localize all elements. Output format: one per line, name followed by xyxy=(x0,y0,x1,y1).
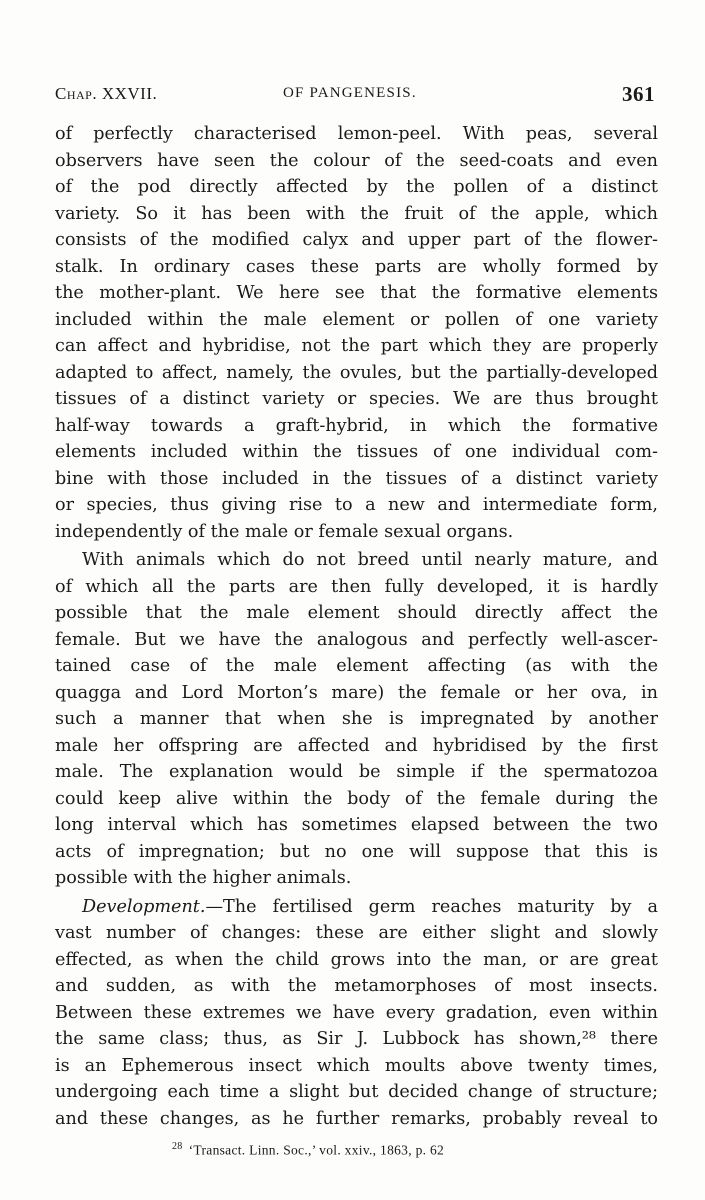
text-line: or species, thus giving rise to a new and intermediate form, xyxy=(55,495,658,515)
text-line: of perfectly characterised lemon-peel. With peas, several xyxy=(55,124,658,144)
text-line: could keep alive within the body of the female during the xyxy=(55,788,658,809)
text-line: male. The explanation would be simple if the spermatozoa xyxy=(55,762,658,782)
text-line: quagga and Lord Morton’s mare) the female or her ova, in xyxy=(55,682,658,703)
text-line: female. But we have the analogous and perfectly well-ascer- xyxy=(55,629,658,650)
text-line: included within the male element or pollen of one variety xyxy=(55,309,658,330)
text-line-rest: —The fertilised germ reaches maturity by a xyxy=(205,896,658,917)
text-line: undergoing each time a slight but decided change of structure; xyxy=(55,1082,658,1102)
text-line: independently of the male or female sexual organs. xyxy=(55,521,514,542)
text-line: can affect and hybridise, not the part which they are properly xyxy=(55,336,658,356)
text-line: and sudden, as with the metamorphoses of most insects. xyxy=(55,976,658,996)
text-line: bine with those included in the tissues of a distinct variety xyxy=(55,468,658,489)
footnote-marker: 28 xyxy=(172,1141,183,1152)
paragraph-1 xyxy=(55,121,658,545)
text-line: long interval which has sometimes elapsed between the two xyxy=(55,815,658,835)
text-line: half-way towards a graft-hybrid, in which the formative xyxy=(55,415,658,436)
paragraph-2 xyxy=(55,547,658,892)
text-line: such a manner that when she is impregnated by another xyxy=(55,709,658,729)
text-line: observers have seen the colour of the seed-coats and even xyxy=(55,150,658,171)
text-line: of which all the parts are then fully developed, it is hardly xyxy=(55,576,658,597)
text-line: possible with the higher animals. xyxy=(55,868,352,888)
text-line: adapted to affect, namely, the ovules, but the partially-developed xyxy=(55,362,658,383)
text-line: the mother-plant. We here see that the formative elements xyxy=(55,283,658,303)
footnote-text: ‘Transact. Linn. Soc.,’ vol. xxiv., 1863, p. 62 xyxy=(188,1142,445,1158)
text-line xyxy=(55,894,658,921)
section-runin-heading: Development. xyxy=(82,896,206,917)
footnote xyxy=(172,1141,444,1159)
text-line: is an Ephemerous insect which moults above twenty times, xyxy=(55,1055,658,1076)
text-line: acts of impregnation; but no one will suppose that this is xyxy=(55,841,658,862)
paragraph-3 xyxy=(55,894,658,1133)
text-line: tissues of a distinct variety or species. We are thus brought xyxy=(55,389,658,409)
text-line: tained case of the male element affecting (as with the xyxy=(55,656,658,676)
text-line: vast number of changes: these are either slight and slowly xyxy=(55,923,658,943)
text-line: possible that the male element should directly affect the xyxy=(55,603,658,623)
text-line: effected, as when the child grows into the man, or are great xyxy=(55,949,658,970)
running-head xyxy=(55,84,655,110)
running-title: OF PANGENESIS. xyxy=(283,85,417,101)
text-line: the same class; thus, as Sir J. Lubbock has shown,²⁸ there xyxy=(55,1029,658,1049)
text-line: elements included within the tissues of one individual com- xyxy=(55,442,658,462)
text-line: consists of the modified calyx and upper part of the flower- xyxy=(55,230,658,250)
text-line: Between these extremes we have every gradation, even within xyxy=(55,1002,658,1023)
text-line: male her offspring are affected and hybridised by the first xyxy=(55,735,658,756)
text-line: variety. So it has been with the fruit of the apple, which xyxy=(55,203,658,224)
page-number: 361 xyxy=(622,82,655,106)
chapter-label: Chap. XXVII. xyxy=(55,84,158,103)
text-line: and these changes, as he further remarks, probably reveal to xyxy=(55,1108,658,1129)
body-text xyxy=(55,121,658,1132)
text-line: With animals which do not breed until nearly mature, and xyxy=(82,550,658,570)
text-line: of the pod directly affected by the pollen of a distinct xyxy=(55,177,658,197)
text-line: stalk. In ordinary cases these parts are wholly formed by xyxy=(55,256,658,277)
